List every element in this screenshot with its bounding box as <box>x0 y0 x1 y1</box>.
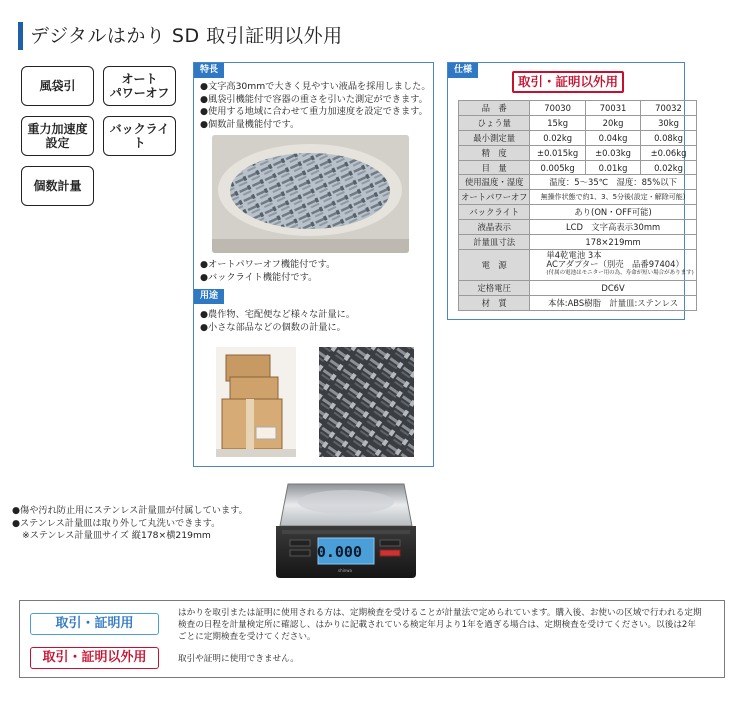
title-accent-bar <box>18 22 23 50</box>
scale-display-readout: 0.000 <box>316 543 362 561</box>
cardboard-boxes-photo <box>216 347 296 457</box>
feature-bullet: ●文字高30mmで大きく見やすい液晶を採用しました。 <box>200 81 431 92</box>
feature-bullet: ●使用する地域に合わせて重力加速度を設定できます。 <box>200 106 428 117</box>
uses-list <box>200 309 355 334</box>
use-bullet: ●小さな部品などの個数の計量に。 <box>200 321 346 333</box>
power-line: 単4乾電池 3本 <box>546 250 602 261</box>
non-trade-stamp: 取引・証明以外用 <box>512 71 624 93</box>
non-trade-use-text: 取引や証明に使用できません。 <box>178 654 299 664</box>
badge-backlight: バックライト <box>103 116 176 156</box>
table-row: 精 度 ±0.015kg ±0.03kg ±0.06kg <box>459 145 697 160</box>
table-row: 液晶表示 LCD 文字高表示30mm <box>459 220 697 235</box>
features-heading: 特長 <box>194 63 224 78</box>
uses-heading: 用途 <box>194 289 224 304</box>
note-line: ●傷や汚れ防止用にステンレス計量皿が付属しています。 <box>12 505 248 516</box>
badge-gravity-setting: 重力加速度 設定 <box>21 116 94 156</box>
power-line: ACアダプター（別売 品番97404） <box>546 259 684 270</box>
note-line: ※ステンレス計量皿サイズ 縦178×横219mm <box>22 530 211 541</box>
spec-table <box>458 100 697 311</box>
table-row: 品 番 70030 70031 70032 <box>459 101 697 116</box>
badge-auto-power-off: オート パワーオフ <box>103 66 176 106</box>
legal-note-box <box>19 600 725 678</box>
trade-use-text: はかりを取引または証明に使用される方は、定期検査を受けることが計量法で定められています。購入後、お使いの区域で行われる定期 検査の日程を計量検定所に確認し、はかりに記載されている検定年月より1年を過ぎる場合は、定期検査を受けてください。以後は2年 ごとに定期検査を受けてください。 <box>178 608 702 642</box>
table-row: 使用温度・湿度 温度：5〜35℃ 湿度：85%以下 <box>459 175 697 190</box>
feature-bullet: ●バックライト機能付です。 <box>200 271 318 283</box>
feature-bullet: ●個数計量機能付です。 <box>200 118 300 130</box>
feature-bullet: ●オートパワーオフ機能付です。 <box>200 259 336 270</box>
table-row: ひょう量 15kg 20kg 30kg <box>459 115 697 130</box>
table-row: バックライト あり(ON・OFF可能) <box>459 205 697 220</box>
table-row: 目 量 0.005kg 0.01kg 0.02kg <box>459 160 697 175</box>
table-row: 材 質 本体:ABS樹脂 計量皿:ステンレス <box>459 295 697 310</box>
page-title: デジタルはかり SD 取引証明以外用 <box>30 25 343 47</box>
badge-count-weighing: 個数計量 <box>21 166 94 206</box>
features-list <box>200 81 431 131</box>
table-row: 計量皿寸法 178×219mm <box>459 235 697 250</box>
bolts-pile-photo <box>319 347 414 457</box>
table-row: 電 源 単4乾電池 3本 ACアダプター（別売 品番97404） (付属の電池はモニター用の為、寿命が短い場合があります) <box>459 249 697 280</box>
features-panel <box>193 62 434 467</box>
feature-bullet: ●風袋引機能付で容器の重さを引いた測定ができます。 <box>200 93 428 105</box>
features-list-2 <box>200 259 335 284</box>
spec-panel <box>447 62 694 320</box>
bolts-on-scale-photo <box>212 135 409 253</box>
non-trade-use-pill: 取引・証明以外用 <box>30 647 159 669</box>
power-note: (付属の電池はモニター用の為、寿命が短い場合があります) <box>546 270 694 277</box>
badge-tare: 風袋引 <box>21 66 94 106</box>
table-row: 定格電圧 DC6V <box>459 280 697 295</box>
digital-scale-image <box>270 478 422 583</box>
note-line: ●ステンレス計量皿は取り外して丸洗いできます。 <box>12 517 221 529</box>
product-notes <box>12 505 248 543</box>
use-bullet: ●農作物、宅配便など様々な計量に。 <box>200 309 356 320</box>
trade-use-pill: 取引・証明用 <box>30 613 159 635</box>
table-row: 最小測定量 0.02kg 0.04kg 0.08kg <box>459 130 697 145</box>
spec-heading: 仕様 <box>448 63 478 78</box>
scale-brand: shinwa <box>338 568 352 573</box>
table-row: オートパワーオフ 無操作状態で約1、3、5分後(設定・解除可能) <box>459 190 697 205</box>
